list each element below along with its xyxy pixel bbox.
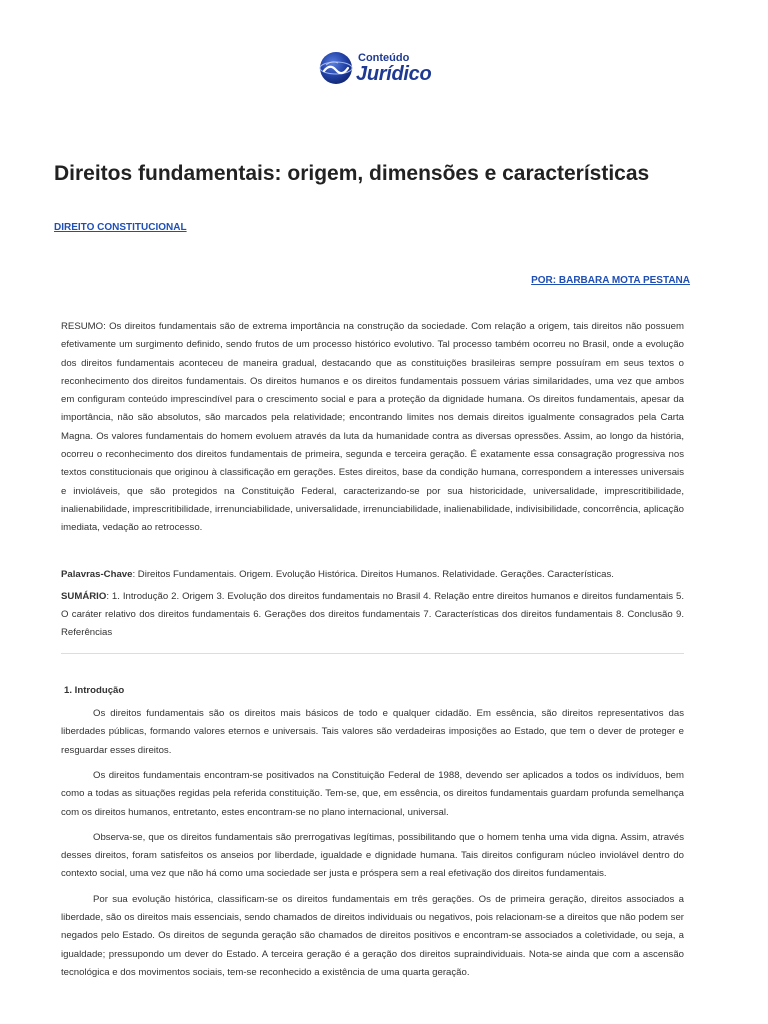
article-title: Direitos fundamentais: origem, dimensões e características <box>54 162 650 185</box>
keywords-label: Palavras-Chave <box>61 568 133 580</box>
article-body <box>61 318 684 989</box>
site-logo[interactable] <box>319 46 459 90</box>
globe-logo-icon <box>319 51 353 85</box>
abstract-paragraph: RESUMO: Os direitos fundamentais são de extrema importância na construção da sociedade. Com relação a origem, tais direitos não possuem efetivamente um surgimento definido, sendo frutos de um processo histórico evolutivo. Tal processo também ocorreu no Brasil, onde a evolução dos direitos fundamentais aconteceu de maneira gradual, destacando que as constituições brasileiras sempre possuíram em seus textos o reconhecimento dos direitos fundamentais. Os direitos humanos e os direitos fundamentais possuem várias similaridades, uma vez que ambos em configuram conteúdo imprescindível para o crescimento social e para a proteção da dignidade humana. Os direitos fundamentais, apesar da importância, não são absolutos, são marcados pela relatividade; encontrando limites nos demais direitos igualmente consagrados pela Carta Magna. Os valores fundamentais do homem evoluem através da luta da humanidade contra as diversas opressões. Assim, ao longo da história, ocorreu o reconhecimento dos direitos fundamentais de primeira, segunda e terceira geração. É exatamente essa consagração progressiva nos textos constitucionais que originou à classificação em gerações. Estes direitos, base da condição humana, correspondem a interesses universais e invioláveis, que são protegidos na Constituição Federal, caracterizando-se por sua historicidade, universalidade, imprescritibilidade, inalienabilidade, imprescritibilidade, irrenunciabilidade, universalidade, irrenunciabilidade, inalienabilidade, indivisibilidade, concorrência, aplicação imediata, vedação ao retrocesso. <box>61 321 684 534</box>
body-paragraph: Por sua evolução histórica, classificam-se os direitos fundamentais em três gerações. Os de primeira geração, direitos associados a liberdade, são os direitos mais essenciais, sendo chamados de direitos individuais ou negativos, pois relacionam-se a direitos que não podem ser negados pelo Estado. Os direitos de segunda geração são chamados de direitos positivos e encontram-se associados a coletividade, ou seja, a igualdade; pressupondo um dever do Estado. A terceira geração é a geração dos direitos supraindividuais. Nota-se ainda que com a ascensão tecnológica e dos movimentos sociais, tem-se reconhecido a existência de uma quarta geração. <box>61 893 684 978</box>
summary-label: SUMÁRIO <box>61 590 107 602</box>
summary-paragraph <box>61 588 684 643</box>
keywords-text: : Direitos Fundamentais. Origem. Evolução Histórica. Direitos Humanos. Relatividade. Gerações. Características. <box>132 568 614 580</box>
body-paragraph: Os direitos fundamentais são os direitos mais básicos de todo e qualquer cidadão. Em essência, são direitos representativos das liberdades públicas, formando valores eternos e universais. Tais valores são verdadeiras imposições ao Estado, que tem o dever de proteger e resguardar esses direitos. <box>61 708 684 756</box>
section-heading-introduction: 1. Introdução <box>64 684 125 696</box>
category-link[interactable]: DIREITO CONSTITUCIONAL <box>54 222 187 233</box>
logo-main-text: Jurídico <box>356 62 432 85</box>
section-divider <box>61 653 684 654</box>
body-paragraph: Observa-se, que os direitos fundamentais são prerrogativas legítimas, possibilitando que o homem tenha uma vida digna. Assim, através desses direitos, foram satisfeitos os anseios por liberdade, igualdade e dignidade humana. Tais direitos configuram núcleo inviolável dentro do contexto social, uma vez que não há como uma sociedade ser justa e próspera sem a real efetivação dos direitos fundamentais. <box>61 831 684 880</box>
logo-top-text: Conteúdo <box>358 51 410 64</box>
body-paragraph: Os direitos fundamentais encontram-se positivados na Constituição Federal de 1988, devendo ser aplicados a todos os indivíduos, bem como a todas as situações regidas pela referida constituição. Tem-se, que, em essência, os direitos fundamentais guardam profunda semelhança com os direitos humanos, entretanto, estes encontram-se no plano internacional, universal. <box>61 769 684 818</box>
summary-text: : 1. Introdução 2. Origem 3. Evolução dos direitos fundamentais no Brasil 4. Relação entre direitos humanos e direitos fundamentais 5. O caráter relativo dos direitos fundamentais 6. Gerações dos direitos fundamentais 7. Características dos direitos fundamentais 8. Conclusão 9. Referências <box>61 590 684 639</box>
logo-text <box>356 53 431 84</box>
keywords-paragraph <box>61 566 684 584</box>
author-link[interactable]: POR: BARBARA MOTA PESTANA <box>531 275 690 286</box>
